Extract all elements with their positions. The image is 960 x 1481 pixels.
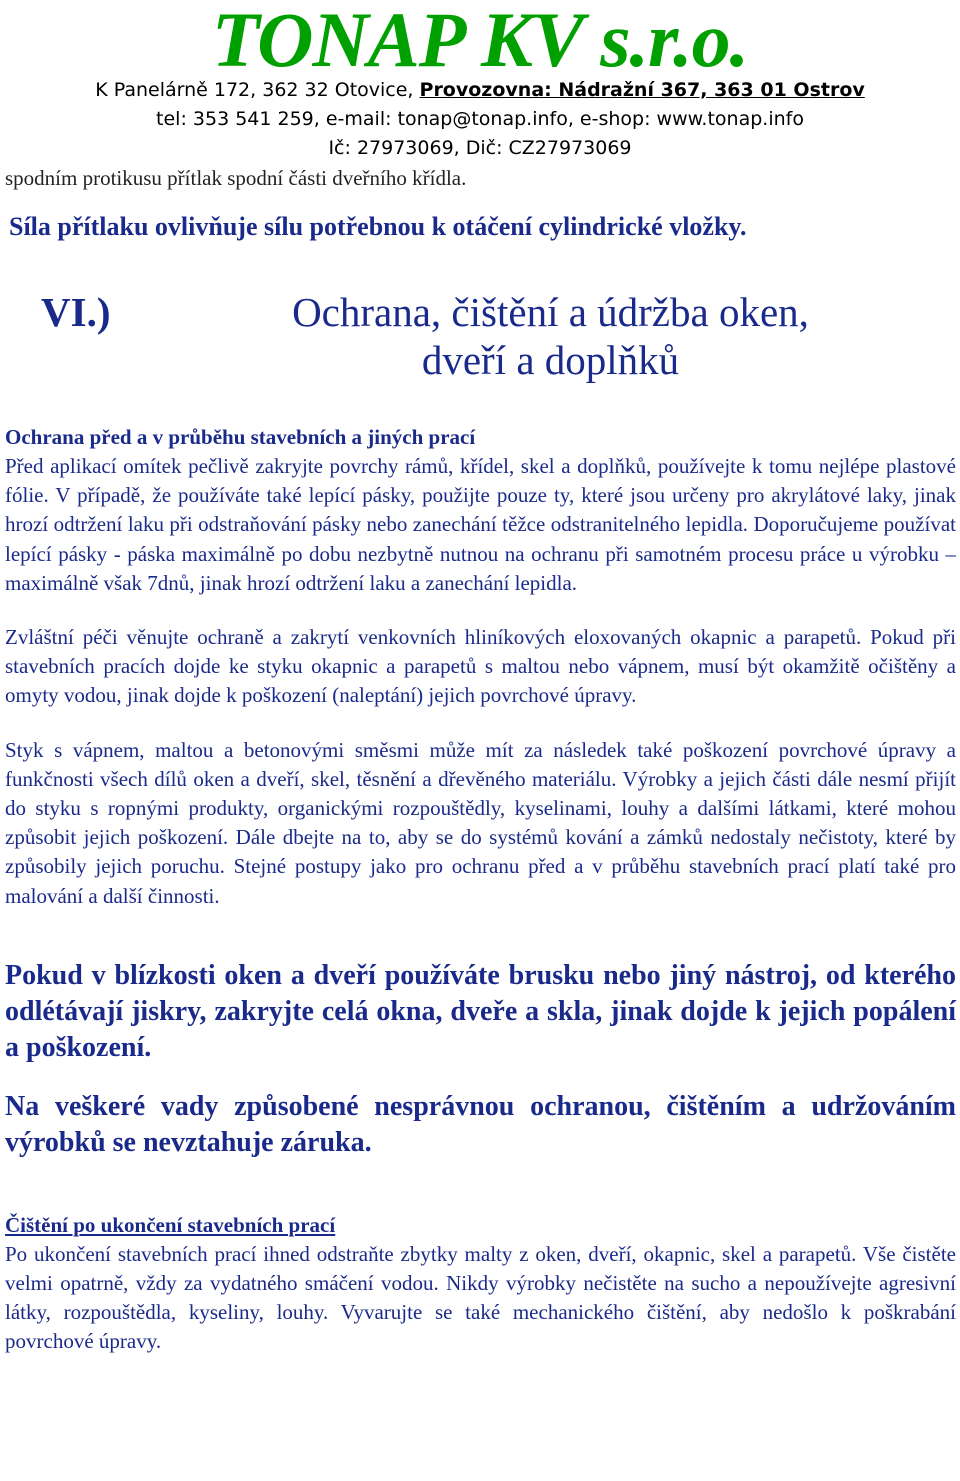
chapter-number xyxy=(41,288,110,336)
continuation-text: spodním protikusu přítlak spodní části dveřního křídla. xyxy=(5,166,467,190)
pressure-note: Síla přítlaku ovlivňuje sílu potřebnou k otáčení cylindrické vložky. xyxy=(9,212,747,241)
chapter-number-text: VI. xyxy=(41,289,97,335)
warning-sparks: Pokud v blízkosti oken a dveří používáte brusku nebo jiný nástroj, od kterého odlétávají jiskry, zakryjte celá okna, dveře a skla, jinak dojde k jejich popálení a poškození. xyxy=(5,959,956,1063)
branch-address: Provozovna: Nádražní 367, 363 01 Ostrov xyxy=(419,79,865,101)
warning-warranty: Na veškeré vady způsobené nesprávnou ochranou, čištěním a udržováním výrobků se nevztahuje záruka. xyxy=(5,1090,956,1158)
registered-address: K Panelárně 172, 362 32 Otovice, xyxy=(95,79,420,101)
section-heading-cleaning: Čištění po ukončení stavebních prací xyxy=(5,1212,336,1237)
company-ids: Ič: 27973069, Dič: CZ27973069 xyxy=(328,137,632,159)
company-contact: tel: 353 541 259, e-mail: tonap@tonap.info, e-shop: www.tonap.info xyxy=(156,108,804,130)
company-address xyxy=(0,76,960,105)
chapter-number-paren: ) xyxy=(96,289,111,335)
chapter-title xyxy=(145,288,956,384)
chapter-heading xyxy=(5,288,956,388)
document-body xyxy=(5,164,956,1357)
letterhead xyxy=(0,0,960,163)
company-name: TONAP KV s.r.o. xyxy=(211,0,749,83)
paragraph-cleaning: Po ukončení stavebních prací ihned odstraňte zbytky malty z oken, dveří, okapnic, skel a parapetů. Vše čistěte velmi opatrně, vždy za vydatného smáčení vodou. Nikdy výrobky nečistěte na sucho a nepoužívejte agresivní látky, rozpouštědla, kyseliny, louhy. Vyvarujte se také mechanického čištění, aby nedošlo k poškrabání povrchové úpravy. xyxy=(5,1241,956,1354)
paragraph-sills: Zvláštní péči věnujte ochraně a zakrytí venkovních hliníkových eloxovaných okapnic a parapetů. Pokud při stavebních pracích dojde ke styku okapnic a parapetů s maltou nebo vápnem, musí být okamžitě očištěny a omyty vodou, jinak dojde k poškození (naleptání) jejich povrchové úpravy. xyxy=(5,625,956,708)
chapter-title-line1: Ochrana, čištění a údržba oken, xyxy=(292,289,809,335)
chapter-title-line2: dveří a doplňků xyxy=(421,337,680,383)
paragraph-protection: Před aplikací omítek pečlivě zakryjte povrchy rámů, křídel, skel a doplňků, používejte k tomu nejlépe plastové fólie. V případě, že používáte také lepící pásky, použijte pouze ty, které jsou určeny pro akrylátové laky, jinak hrozí odtržení laku při odstraňování pásky nebo zanechání těžce odstranitelného lepidla. Doporučujeme používat lepící pásky - páska maximálně po dobu nezbytně nutnou na ochranu při samotném procesu práce u výrobku – maximálně však 7dnů, jinak hrozí odtržení laku a zanechání lepidla. xyxy=(5,454,956,595)
section-heading-protection: Ochrana před a v průběhu stavebních a jiných prací xyxy=(5,425,476,449)
paragraph-lime-contact: Styk s vápnem, maltou a betonovými směsmi může mít za následek také poškození povrchové úpravy a funkčnosti všech dílů oken a dveří, skel, těsnění a dřevěného materiálu. Výrobky a jejich části dále nesmí přijít do styku s ropnými produkty, organickými rozpouštědly, kyselinami, louhy a dalšími látkami, které mohou způsobit jejich poškození. Dále dbejte na to, aby se do systémů kování a zámků nedostaly nečistoty, které by způsobily jejich poruchu. Stejné postupy jako pro ochranu před a v průběhu stavebních prací platí také pro malování a další činnosti. xyxy=(5,737,956,908)
